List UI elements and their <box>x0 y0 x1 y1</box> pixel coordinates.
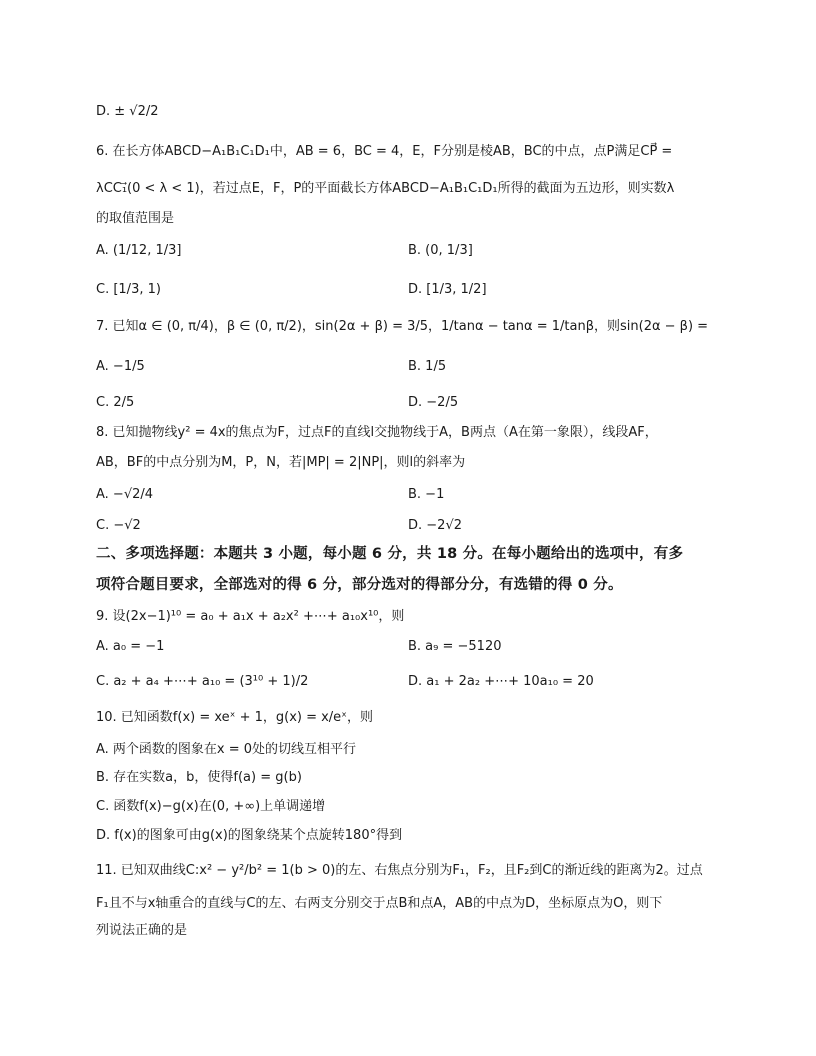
q6-option-b: B. (0, 1/3] <box>408 243 473 258</box>
q9-option-b: B. a₉ = −5120 <box>408 639 502 654</box>
q10-stem: 10. 已知函数f(x) = xeˣ + 1，g(x) = x/eˣ，则 <box>96 710 373 725</box>
q8-option-c: C. −√2 <box>96 518 141 533</box>
q10-option-a: A. 两个函数的图象在x = 0处的切线互相平行 <box>96 742 357 757</box>
q9-option-c: C. a₂ + a₄ +⋯+ a₁₀ = (3¹⁰ + 1)/2 <box>96 674 309 689</box>
q9-option-a: A. a₀ = −1 <box>96 639 165 654</box>
q8-option-b: B. −1 <box>408 487 445 502</box>
q6-stem-line-3: 的取值范围是 <box>96 211 175 226</box>
q7-option-a: A. −1/5 <box>96 359 145 374</box>
q7-option-d: D. −2/5 <box>408 395 459 410</box>
q8-option-d: D. −2√2 <box>408 518 462 533</box>
section-heading-line-1: 二、多项选择题：本题共 3 小题，每小题 6 分，共 18 分。在每小题给出的选项中，有多 <box>96 546 684 562</box>
q7-option-b: B. 1/5 <box>408 359 447 374</box>
section-heading-line-2: 项符合题目要求，全部选对的得 6 分，部分选对的得部分分，有选错的得 0 分。 <box>96 577 623 593</box>
q11-stem-line-1: 11. 已知双曲线C:x² − y²/b² = 1(b > 0)的左、右焦点分别为F₁，F₂，且F₂到C的渐近线的距离为2。过点 <box>96 863 703 878</box>
q11-stem-line-3: 列说法正确的是 <box>96 923 188 938</box>
q6-option-c: C. [1/3, 1) <box>96 282 161 297</box>
q9-stem: 9. 设(2x−1)¹⁰ = a₀ + a₁x + a₂x² +⋯+ a₁₀x¹⁰，则 <box>96 609 405 624</box>
q6-stem-line-1: 6. 在长方体ABCD−A₁B₁C₁D₁中，AB = 6，BC = 4，E，F分别是棱AB，BC的中点，点P满足CP⃗ = <box>96 144 673 159</box>
q11-stem-line-2: F₁且不与x轴重合的直线与C的左、右两支分别交于点B和点A，AB的中点为D，坐标原点为O，则下 <box>96 896 663 911</box>
q10-option-d: D. f(x)的图象可由g(x)的图象绕某个点旋转180°得到 <box>96 828 403 843</box>
q8-option-a: A. −√2/4 <box>96 487 154 502</box>
q7-stem: 7. 已知α ∈ (0, π/4)，β ∈ (0, π/2)，sin(2α + β) = 3/5，1/tanα − tanα = 1/tanβ，则sin(2α − β) = <box>96 319 709 334</box>
q9-option-d: D. a₁ + 2a₂ +⋯+ 10a₁₀ = 20 <box>408 674 594 689</box>
q8-stem-line-1: 8. 已知抛物线y² = 4x的焦点为F，过点F的直线l交抛物线于A，B两点（A在第一象限），线段AF， <box>96 425 658 440</box>
q10-option-b: B. 存在实数a，b，使得f(a) = g(b) <box>96 770 302 785</box>
q6-stem-line-2: λCC₁⃗(0 < λ < 1)，若过点E，F，P的平面截长方体ABCD−A₁B₁C₁D₁所得的截面为五边形，则实数λ <box>96 181 675 196</box>
q6-option-a: A. (1/12, 1/3] <box>96 243 182 258</box>
q8-stem-line-2: AB，BF的中点分别为M，P，N，若|MP| = 2|NP|，则l的斜率为 <box>96 455 466 470</box>
q7-option-c: C. 2/5 <box>96 395 135 410</box>
q6-option-d: D. [1/3, 1/2] <box>408 282 487 297</box>
q5-option-d: D. ± √2/2 <box>96 104 159 119</box>
q10-option-c: C. 函数f(x)−g(x)在(0, +∞)上单调递增 <box>96 799 326 814</box>
